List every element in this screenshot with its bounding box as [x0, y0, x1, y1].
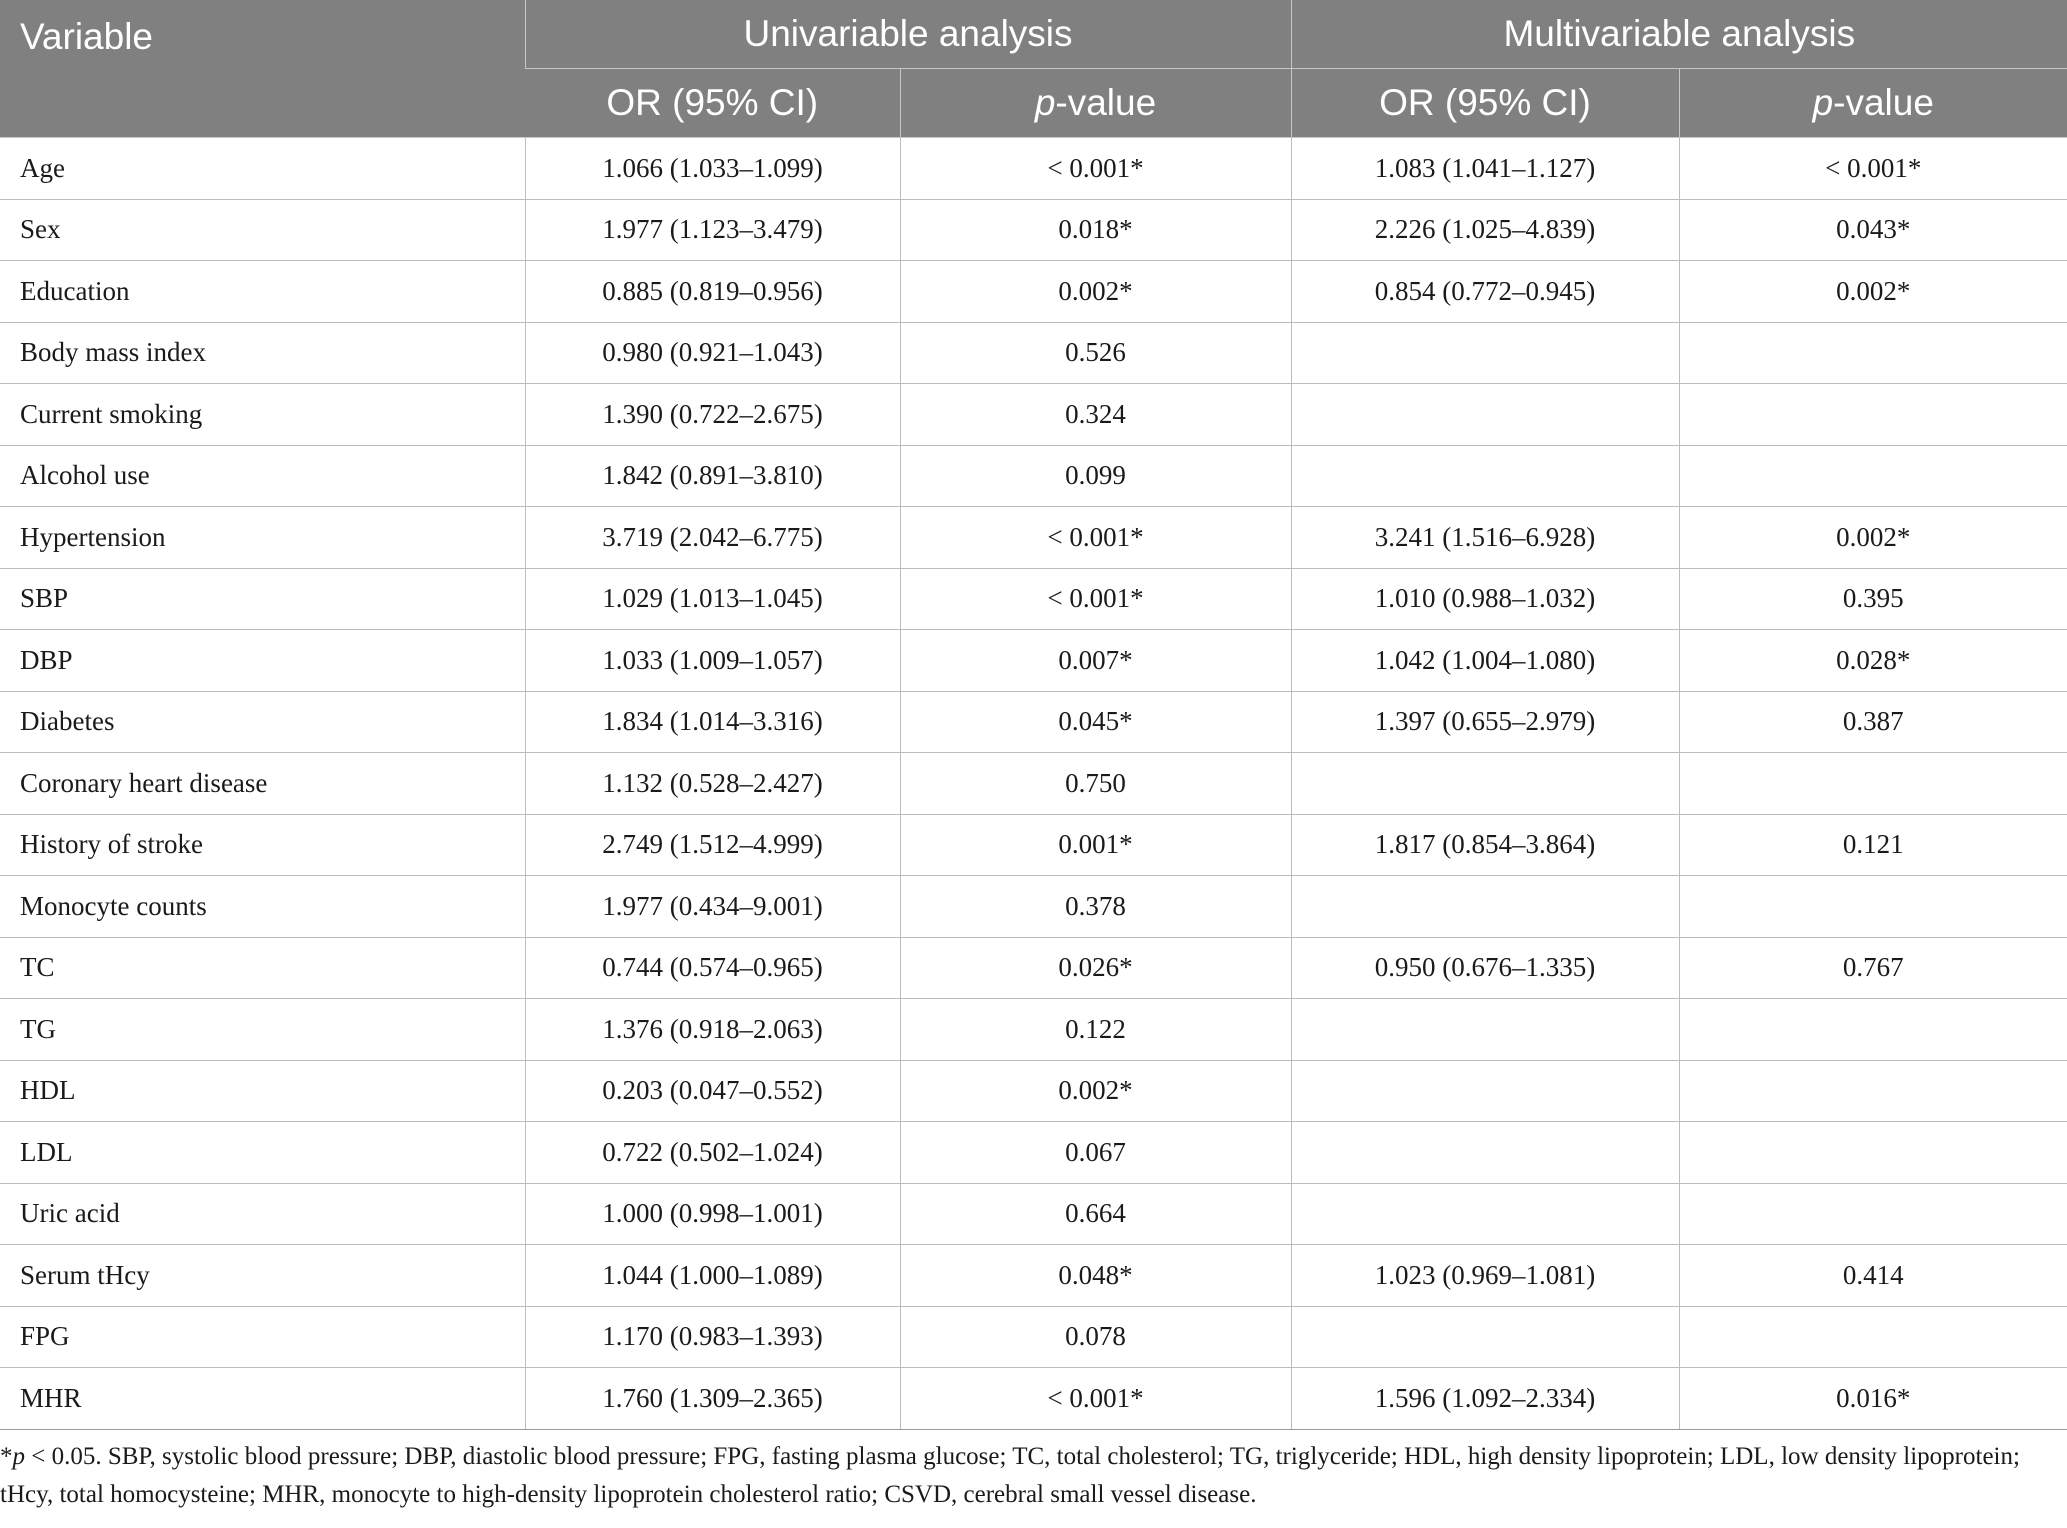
- cell-variable: Current smoking: [0, 384, 525, 446]
- cell-uni-or: 1.170 (0.983–1.393): [525, 1306, 900, 1368]
- cell-uni-p: 0.018*: [900, 199, 1291, 261]
- cell-uni-or: 0.722 (0.502–1.024): [525, 1122, 900, 1184]
- cell-uni-p: < 0.001*: [900, 138, 1291, 200]
- cell-variable: DBP: [0, 630, 525, 692]
- cell-uni-p: 0.002*: [900, 261, 1291, 323]
- table-row: [0, 876, 2067, 938]
- cell-multi-or: [1291, 1306, 1679, 1368]
- cell-uni-p: 0.026*: [900, 937, 1291, 999]
- header-multivariable: Multivariable analysis: [1291, 0, 2067, 69]
- cell-variable: LDL: [0, 1122, 525, 1184]
- footnote-star: *: [0, 1443, 13, 1470]
- cell-uni-or: 1.066 (1.033–1.099): [525, 138, 900, 200]
- cell-multi-p: [1679, 1122, 2067, 1184]
- cell-uni-or: 1.000 (0.998–1.001): [525, 1183, 900, 1245]
- table-row: [0, 1122, 2067, 1184]
- cell-multi-or: 2.226 (1.025–4.839): [1291, 199, 1679, 261]
- table-header: [0, 0, 2067, 138]
- table-row: [0, 1060, 2067, 1122]
- cell-uni-p: < 0.001*: [900, 568, 1291, 630]
- cell-uni-p: 0.048*: [900, 1245, 1291, 1307]
- cell-variable: Hypertension: [0, 507, 525, 569]
- cell-multi-p: [1679, 1183, 2067, 1245]
- cell-variable: TC: [0, 937, 525, 999]
- cell-variable: Body mass index: [0, 322, 525, 384]
- cell-multi-p: [1679, 876, 2067, 938]
- table-row: [0, 999, 2067, 1061]
- cell-uni-p: 0.750: [900, 753, 1291, 815]
- cell-multi-p: [1679, 1306, 2067, 1368]
- cell-uni-p: < 0.001*: [900, 507, 1291, 569]
- cell-multi-or: [1291, 445, 1679, 507]
- cell-multi-p: [1679, 384, 2067, 446]
- cell-multi-p: [1679, 753, 2067, 815]
- cell-multi-p: [1679, 999, 2067, 1061]
- cell-uni-or: 1.390 (0.722–2.675): [525, 384, 900, 446]
- cell-multi-p: 0.028*: [1679, 630, 2067, 692]
- cell-uni-p: < 0.001*: [900, 1368, 1291, 1430]
- cell-variable: Age: [0, 138, 525, 200]
- cell-multi-p: 0.016*: [1679, 1368, 2067, 1430]
- table-row: [0, 138, 2067, 200]
- table-row: [0, 384, 2067, 446]
- cell-multi-or: [1291, 999, 1679, 1061]
- header-row-groups: [0, 0, 2067, 69]
- cell-uni-or: 1.977 (0.434–9.001): [525, 876, 900, 938]
- table-row: [0, 507, 2067, 569]
- cell-variable: Monocyte counts: [0, 876, 525, 938]
- cell-uni-or: 1.842 (0.891–3.810): [525, 445, 900, 507]
- p-symbol: p: [1034, 82, 1056, 123]
- cell-uni-or: 2.749 (1.512–4.999): [525, 814, 900, 876]
- cell-uni-p: 0.002*: [900, 1060, 1291, 1122]
- cell-multi-p: 0.387: [1679, 691, 2067, 753]
- cell-multi-p: 0.002*: [1679, 507, 2067, 569]
- cell-uni-p: 0.664: [900, 1183, 1291, 1245]
- cell-multi-or: 1.596 (1.092–2.334): [1291, 1368, 1679, 1430]
- cell-uni-or: 1.834 (1.014–3.316): [525, 691, 900, 753]
- cell-variable: Education: [0, 261, 525, 323]
- cell-variable: Diabetes: [0, 691, 525, 753]
- cell-uni-or: 1.376 (0.918–2.063): [525, 999, 900, 1061]
- cell-variable: Sex: [0, 199, 525, 261]
- cell-uni-p: 0.067: [900, 1122, 1291, 1184]
- cell-multi-or: [1291, 1060, 1679, 1122]
- cell-multi-or: 1.817 (0.854–3.864): [1291, 814, 1679, 876]
- cell-variable: Alcohol use: [0, 445, 525, 507]
- table-row: [0, 814, 2067, 876]
- header-uni-p: [900, 69, 1291, 138]
- table-row: [0, 691, 2067, 753]
- cell-uni-p: 0.324: [900, 384, 1291, 446]
- cell-multi-or: [1291, 322, 1679, 384]
- header-multi-or: OR (95% CI): [1291, 69, 1679, 138]
- p-symbol: p: [1812, 82, 1834, 123]
- cell-variable: History of stroke: [0, 814, 525, 876]
- cell-multi-or: 1.010 (0.988–1.032): [1291, 568, 1679, 630]
- cell-uni-p: 0.122: [900, 999, 1291, 1061]
- cell-uni-or: 0.203 (0.047–0.552): [525, 1060, 900, 1122]
- cell-uni-p: 0.007*: [900, 630, 1291, 692]
- table-row: [0, 568, 2067, 630]
- cell-uni-or: 0.744 (0.574–0.965): [525, 937, 900, 999]
- table-row: [0, 199, 2067, 261]
- cell-variable: Coronary heart disease: [0, 753, 525, 815]
- cell-multi-or: 1.042 (1.004–1.080): [1291, 630, 1679, 692]
- cell-multi-p: 0.002*: [1679, 261, 2067, 323]
- cell-uni-or: 1.029 (1.013–1.045): [525, 568, 900, 630]
- table-row: [0, 1183, 2067, 1245]
- cell-uni-p: 0.001*: [900, 814, 1291, 876]
- cell-uni-or: 0.980 (0.921–1.043): [525, 322, 900, 384]
- cell-multi-or: [1291, 1183, 1679, 1245]
- cell-uni-or: 1.760 (1.309–2.365): [525, 1368, 900, 1430]
- header-multi-p: [1679, 69, 2067, 138]
- header-uni-or: OR (95% CI): [525, 69, 900, 138]
- cell-variable: TG: [0, 999, 525, 1061]
- cell-uni-or: 1.132 (0.528–2.427): [525, 753, 900, 815]
- cell-uni-p: 0.099: [900, 445, 1291, 507]
- table-body: [0, 138, 2067, 1430]
- cell-uni-p: 0.045*: [900, 691, 1291, 753]
- table-row: [0, 753, 2067, 815]
- footnote-text: < 0.05. SBP, systolic blood pressure; DBP, diastolic blood pressure; FPG, fasting plasma glucose; TC, total cholesterol; TG, triglyceride; HDL, high density lipoprotein; LDL, low density lipoprotein; tHcy, total homocysteine; MHR, monocyte to high-density lipoprotein cholesterol ratio; CSVD, cerebral small vessel disease.: [0, 1443, 2020, 1508]
- table-row: [0, 1306, 2067, 1368]
- cell-uni-or: 3.719 (2.042–6.775): [525, 507, 900, 569]
- cell-uni-or: 0.885 (0.819–0.956): [525, 261, 900, 323]
- cell-multi-p: 0.414: [1679, 1245, 2067, 1307]
- cell-variable: Uric acid: [0, 1183, 525, 1245]
- table-row: [0, 261, 2067, 323]
- cell-variable: SBP: [0, 568, 525, 630]
- cell-multi-or: 1.083 (1.041–1.127): [1291, 138, 1679, 200]
- cell-multi-p: 0.121: [1679, 814, 2067, 876]
- header-univariable: Univariable analysis: [525, 0, 1291, 69]
- cell-multi-or: [1291, 876, 1679, 938]
- cell-variable: MHR: [0, 1368, 525, 1430]
- table-row: [0, 630, 2067, 692]
- header-variable: Variable: [0, 0, 525, 138]
- cell-variable: Serum tHcy: [0, 1245, 525, 1307]
- cell-uni-p: 0.078: [900, 1306, 1291, 1368]
- cell-variable: HDL: [0, 1060, 525, 1122]
- p-suffix: -value: [1833, 82, 1934, 123]
- table-row: [0, 937, 2067, 999]
- cell-multi-or: [1291, 384, 1679, 446]
- cell-multi-p: 0.395: [1679, 568, 2067, 630]
- cell-multi-p: [1679, 322, 2067, 384]
- cell-multi-or: 0.854 (0.772–0.945): [1291, 261, 1679, 323]
- cell-uni-or: 1.977 (1.123–3.479): [525, 199, 900, 261]
- cell-uni-p: 0.378: [900, 876, 1291, 938]
- cell-multi-or: 1.397 (0.655–2.979): [1291, 691, 1679, 753]
- cell-uni-p: 0.526: [900, 322, 1291, 384]
- cell-multi-or: 0.950 (0.676–1.335): [1291, 937, 1679, 999]
- cell-multi-or: 1.023 (0.969–1.081): [1291, 1245, 1679, 1307]
- cell-multi-p: [1679, 445, 2067, 507]
- cell-multi-p: [1679, 1060, 2067, 1122]
- cell-multi-or: [1291, 1122, 1679, 1184]
- cell-uni-or: 1.033 (1.009–1.057): [525, 630, 900, 692]
- table-row: [0, 1368, 2067, 1430]
- cell-multi-p: 0.767: [1679, 937, 2067, 999]
- table-footnote: [0, 1438, 2040, 1514]
- cell-multi-p: 0.043*: [1679, 199, 2067, 261]
- table-row: [0, 322, 2067, 384]
- table-row: [0, 1245, 2067, 1307]
- cell-multi-p: < 0.001*: [1679, 138, 2067, 200]
- footnote-p: p: [12, 1443, 25, 1470]
- cell-multi-or: 3.241 (1.516–6.928): [1291, 507, 1679, 569]
- cell-uni-or: 1.044 (1.000–1.089): [525, 1245, 900, 1307]
- cell-variable: FPG: [0, 1306, 525, 1368]
- table-row: [0, 445, 2067, 507]
- cell-multi-or: [1291, 753, 1679, 815]
- p-suffix: -value: [1055, 82, 1157, 123]
